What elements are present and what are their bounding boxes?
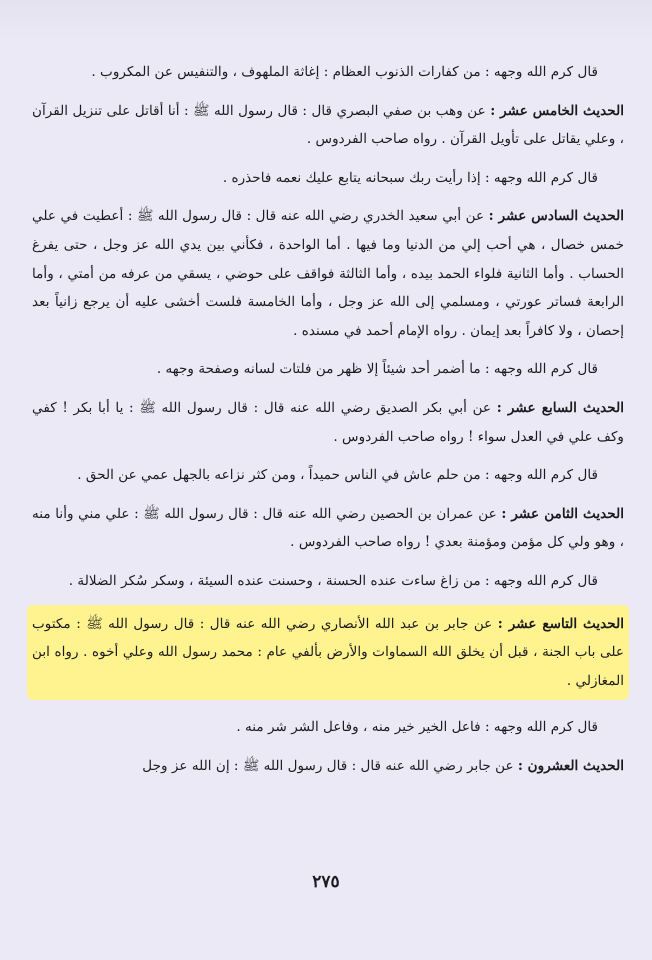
hadith-paragraph — [32, 610, 624, 696]
paragraph-text: عن وهب بن صفي البصري قال : قال رسول الله ﷺ : أنا أقاتل على تنزيل القرآن ، وعلي يقاتل على تأويل القرآن . رواه صاحب الفردوس . — [32, 102, 624, 148]
paragraph-text: قال كرم الله وجهه : إذا رأيت ربك سبحانه يتابع عليك نعمه فاحذره . — [222, 169, 598, 186]
paragraph-text: قال كرم الله وجهه : من حلم عاش في الناس حميداً ، ومن كثر نزاعه بالجهل عمي عن الحق . — [77, 467, 598, 484]
paragraph-text: عن عمران بن الحصين رضي الله عنه قال : قال رسول الله ﷺ : علي مني وأنا منه ، وهو ولي كل مؤمن ومؤمنة بعدي ! رواه صاحب الفردوس . — [32, 505, 624, 551]
hadith-paragraph — [32, 97, 624, 154]
hadith-paragraph — [32, 202, 624, 345]
paragraph-text: عن أبي سعيد الخدري رضي الله عنه قال : قال رسول الله ﷺ : أعطيت في علي خمس خصال ، هي أحب إلي من الدنيا وما فيها . أما الواحدة ، فكأني بين يدي الله عز وجل ، حتى يفرغ الحساب . وأما الثانية فلواء الحمد بيده ، وأما الثالثة فواقف على حوضي ، يسقي من عرفه من أمتي ، وأما الرابعة فساتر عورتي ، ومسلمي إلى الله عز وجل ، وأما الخامسة فلست أخشى عليه أن يرجع زانياً بعد إحصان ، ولا كافراً بعد إيمان . رواه الإمام أحمد في مسنده . — [32, 208, 624, 339]
saying-paragraph — [32, 58, 624, 87]
paragraph-text: عن جابر بن عبد الله الأنصاري رضي الله عنه قال : قال رسول الله ﷺ : مكتوب على باب الجنة ، قبل أن يخلق الله السماوات والأرض بألفي عام : محمد رسول الله وعلي أخوه . رواه ابن المغازلي . — [32, 615, 624, 689]
saying-paragraph — [32, 355, 624, 384]
paragraph-text: قال كرم الله وجهه : ما أضمر أحد شيئاً إلا ظهر من فلتات لسانه وصفحة وجهه . — [156, 361, 598, 378]
hadith-title: الحديث التاسع عشر : — [497, 615, 624, 632]
hadith-title: الحديث الثامن عشر : — [501, 505, 624, 522]
hadith-paragraph — [32, 752, 624, 781]
hadith-title: الحديث السادس عشر : — [488, 208, 625, 225]
saying-paragraph — [32, 461, 624, 490]
hadith-paragraph — [32, 394, 624, 451]
hadith-title: الحديث الخامس عشر : — [490, 102, 624, 119]
paragraph-text: قال كرم الله وجهه : من زاغ ساءت عنده الحسنة ، وحسنت عنده السيئة ، وسكر سُكر الضلالة . — [68, 572, 598, 589]
paragraph-text: قال كرم الله وجهه : من كفارات الذنوب العظام : إغاثة الملهوف ، والتنفيس عن المكروب . — [91, 64, 598, 80]
page-number: ٢٧٥ — [312, 872, 340, 892]
hadith-title: الحديث العشرون : — [517, 757, 624, 774]
saying-paragraph — [32, 567, 624, 596]
hadith-title: الحديث السابع عشر : — [496, 399, 624, 416]
page-text-block — [32, 58, 624, 790]
hadith-paragraph — [32, 500, 624, 557]
paragraph-text: عن جابر رضي الله عنه قال : قال رسول الله ﷺ : إن الله عز وجل — [142, 757, 518, 774]
saying-paragraph — [32, 164, 624, 193]
saying-paragraph — [32, 713, 624, 742]
paragraph-text: عن أبي بكر الصديق رضي الله عنه قال : قال رسول الله ﷺ : يا أبا بكر ! كفي وكف علي في العدل سواء ! رواه صاحب الفردوس . — [32, 399, 624, 445]
paragraph-text: قال كرم الله وجهه : فاعل الخير خير منه ، وفاعل الشر شر منه . — [236, 719, 598, 736]
